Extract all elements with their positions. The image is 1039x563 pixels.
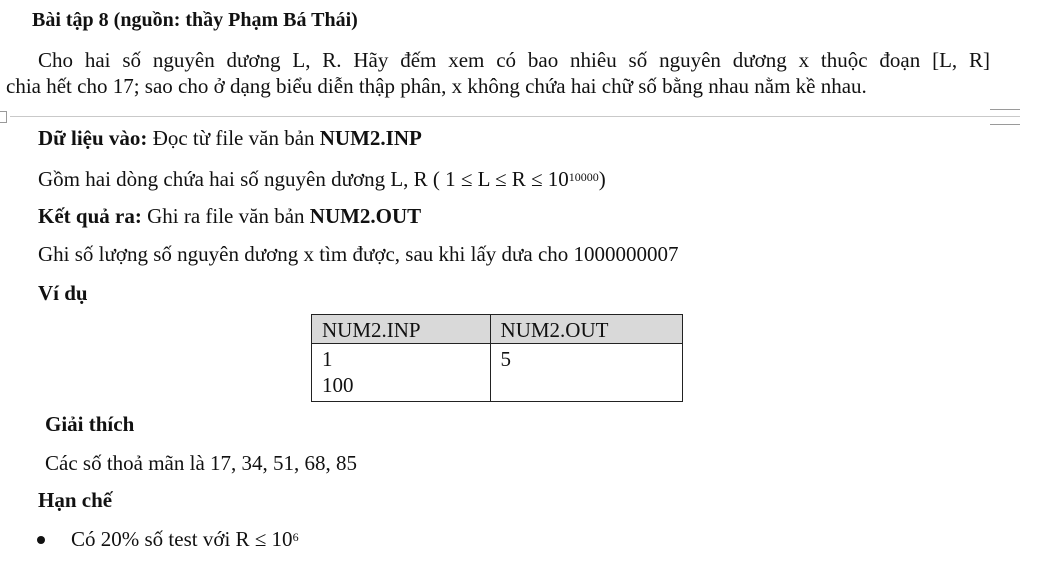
output-heading	[38, 204, 421, 228]
explanation-heading: Giải thích	[45, 412, 135, 436]
input-filename: NUM2.INP	[319, 126, 422, 150]
table-cell-input	[312, 344, 491, 402]
table-cell-output	[490, 344, 682, 402]
page-break-marker-left	[0, 111, 7, 123]
bullet-icon	[37, 536, 45, 544]
output-filename: NUM2.OUT	[309, 204, 422, 228]
input-heading	[38, 126, 422, 150]
input-desc-text: Gồm hai dòng chứa hai số nguyên dương L, R ( 1 ≤ L ≤ R ≤ 10	[38, 167, 569, 191]
limit-item	[71, 527, 299, 551]
exercise-title: Bài tập 8 (nguồn: thầy Phạm Bá Thái)	[32, 9, 358, 31]
limit-item-exponent: 6	[292, 530, 299, 544]
output-description: Ghi số lượng số nguyên dương x tìm được, sau khi lấy dưa cho 1000000007	[38, 242, 679, 266]
input-line-1: 1	[322, 347, 333, 371]
table-header-output: NUM2.OUT	[490, 315, 682, 344]
input-line-2: 100	[322, 373, 354, 397]
example-table	[311, 314, 683, 402]
intro-line-1: Cho hai số nguyên dương L, R. Hãy đếm xem có bao nhiêu số nguyên dương x thuộc đoạn [L, R]	[38, 48, 990, 72]
page-break-marker-right	[990, 109, 1020, 125]
limit-item-text: Có 20% số test với R ≤ 10	[71, 527, 293, 551]
table-row	[312, 344, 683, 402]
output-label: Kết quả ra:	[38, 204, 142, 228]
input-desc-exponent: 10000	[568, 170, 599, 184]
output-line-1: 5	[500, 347, 512, 371]
input-label: Dữ liệu vào:	[38, 126, 148, 150]
example-heading	[38, 281, 88, 305]
page-divider	[10, 116, 1020, 117]
explanation-text: Các số thoả mãn là 17, 34, 51, 68, 85	[45, 451, 358, 475]
input-text: Đọc từ file văn bản	[152, 126, 315, 150]
input-desc-suffix: )	[598, 167, 606, 191]
output-text: Ghi ra file văn bản	[147, 204, 305, 228]
limits-heading: Hạn chế	[38, 488, 113, 512]
table-header-row	[312, 315, 683, 344]
example-heading-text: Ví dụ	[38, 281, 88, 305]
intro-line-2: chia hết cho 17; sao cho ở dạng biểu diễn thập phân, x không chứa hai chữ số bằng nhau nằm kề nhau.	[6, 74, 867, 98]
table-header-input: NUM2.INP	[312, 315, 491, 344]
input-description	[38, 167, 606, 191]
